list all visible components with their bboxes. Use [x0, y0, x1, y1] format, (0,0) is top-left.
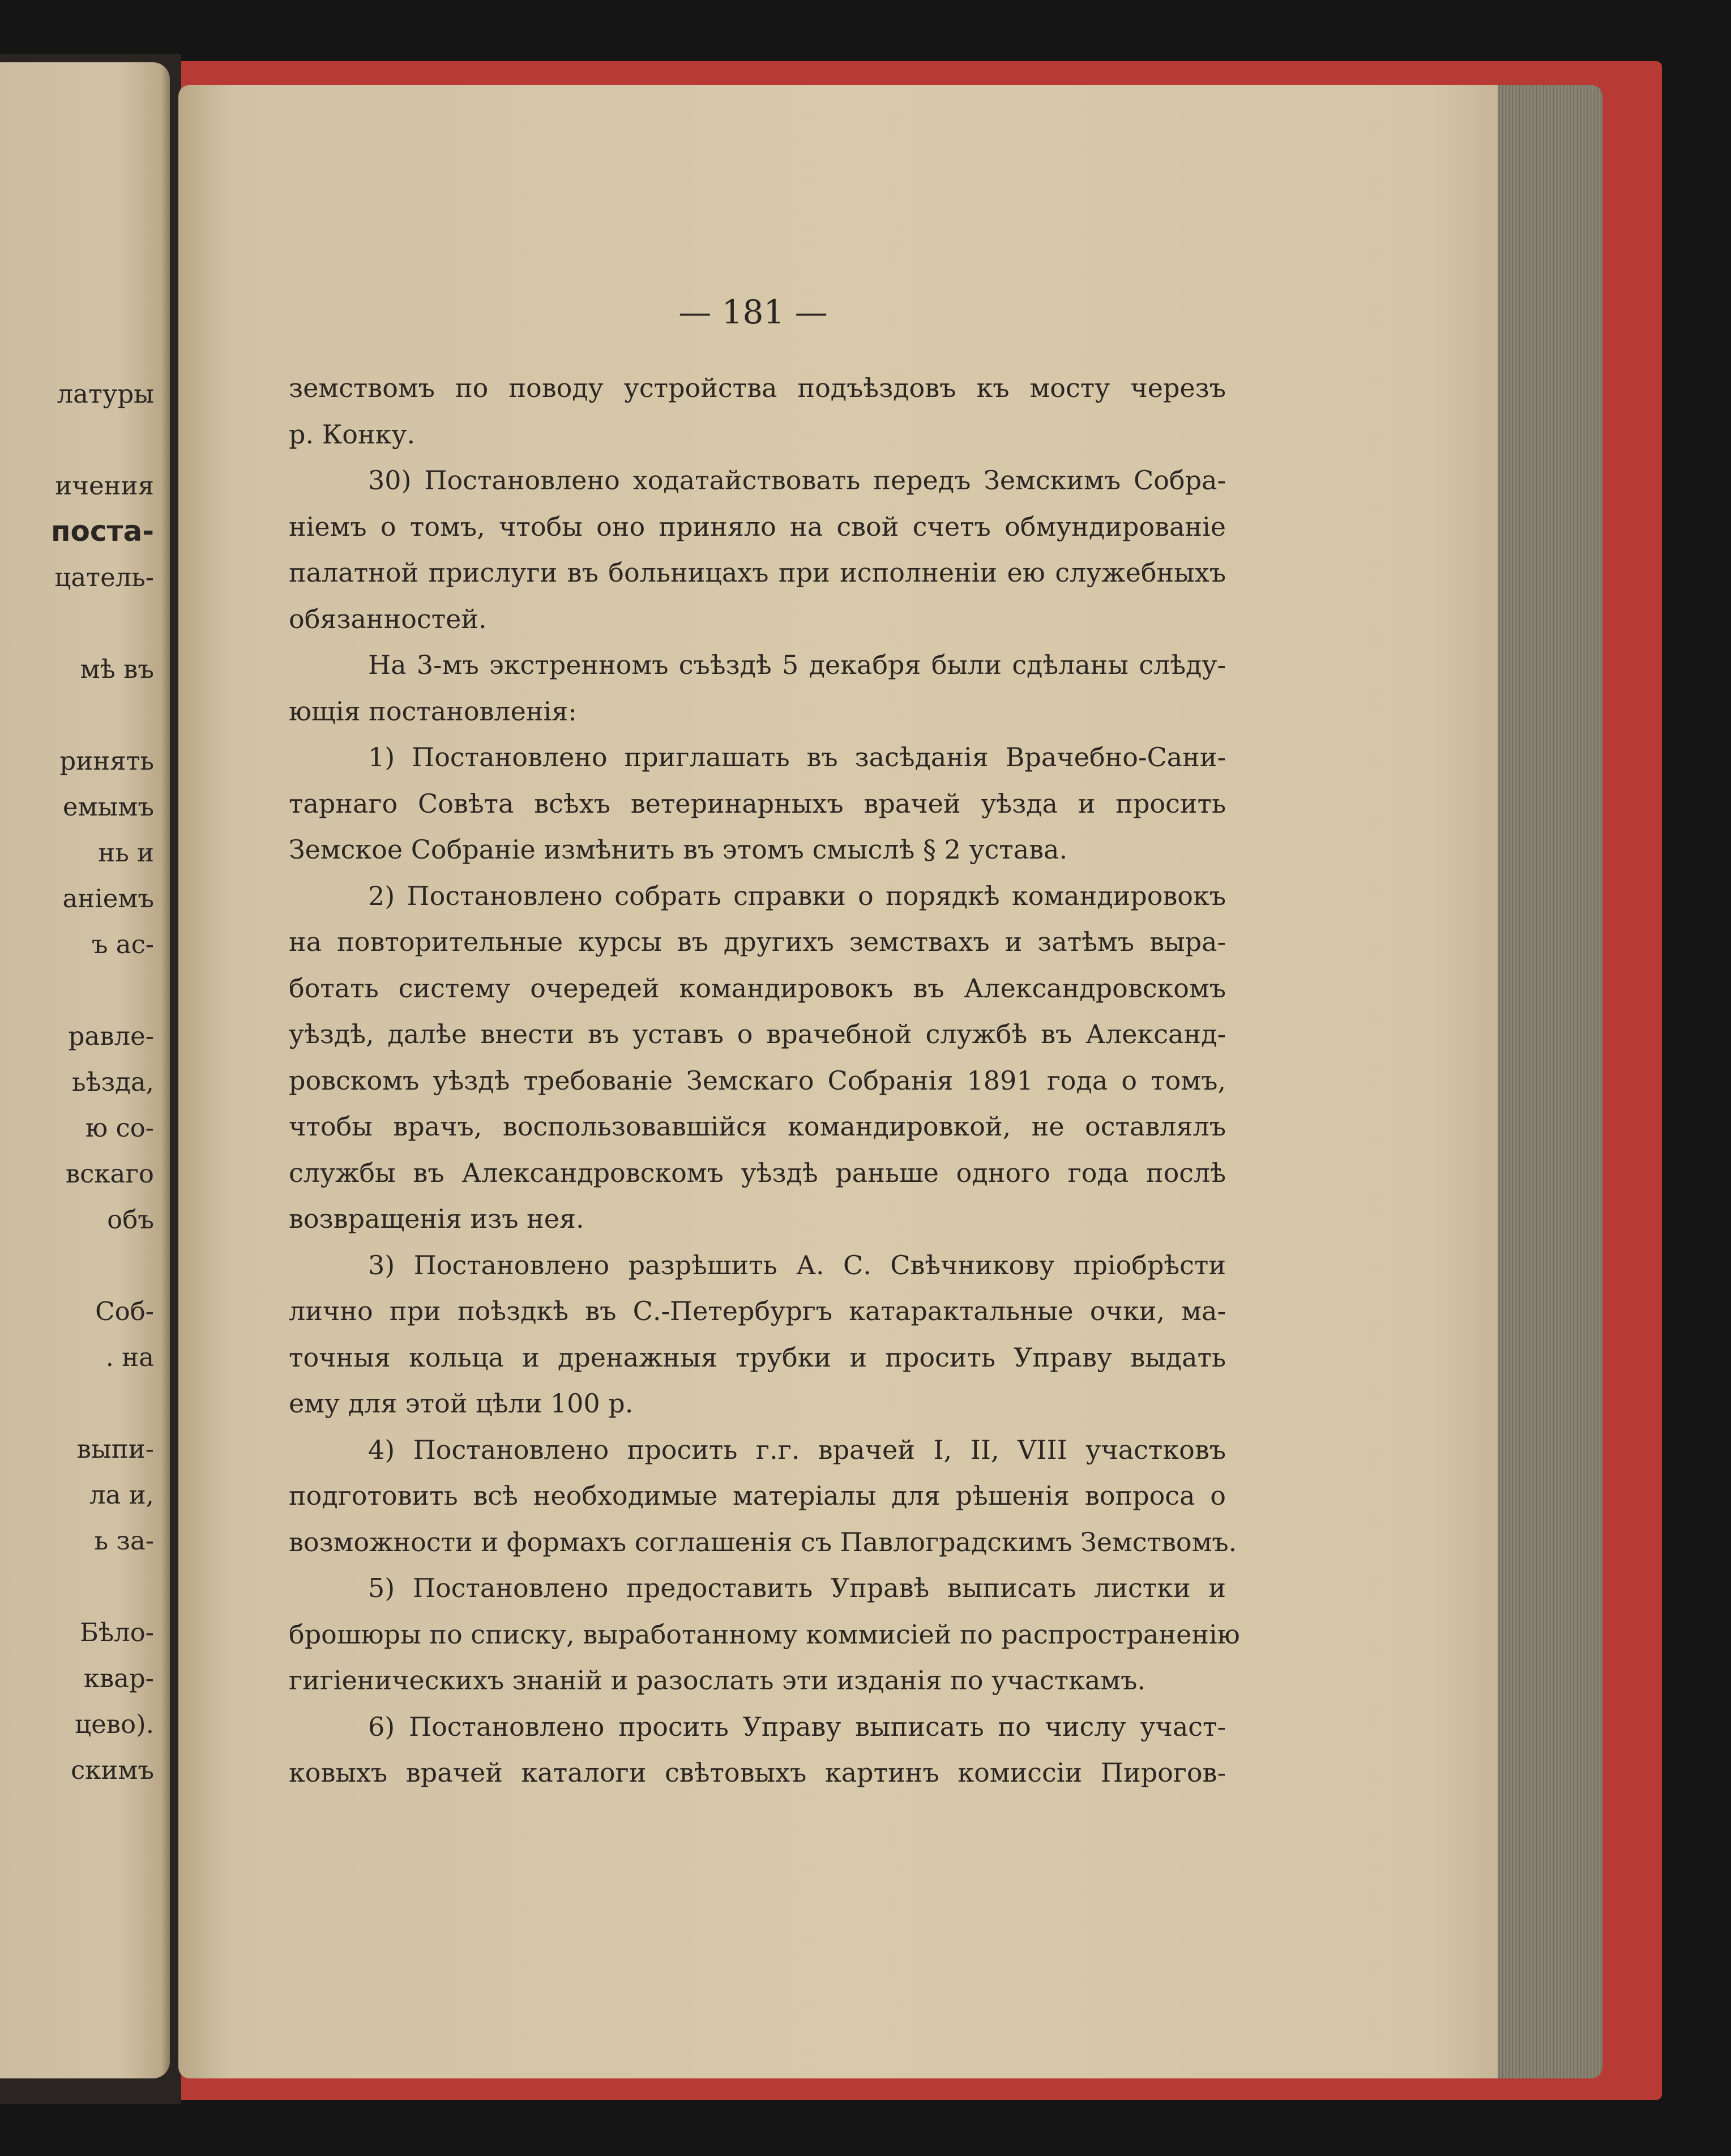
left-page-line: цево). [75, 1709, 154, 1739]
text-line: возможности и формахъ соглашенія съ Павлоградскимъ Земствомъ. [289, 1526, 1237, 1557]
left-page-line: объ [107, 1205, 154, 1235]
text-line: ботать систему очередей командировокъ въ Александровскомъ [289, 972, 1226, 1004]
left-page-line: Соб- [95, 1296, 154, 1326]
left-page-line [51, 1564, 154, 1609]
text-line: 4) Постановлено просить г.г. врачей I, II, VIII участковъ [368, 1434, 1226, 1465]
text-line: р. Конку. [289, 419, 416, 450]
text-line: ему для этой цѣли 100 р. [289, 1388, 634, 1419]
left-page-text [51, 371, 154, 1793]
left-page-line: ичения [55, 471, 154, 501]
text-line: ровскомъ уѣздѣ требованіе Земскаго Собранія 1891 года о томъ, [289, 1065, 1226, 1096]
text-line: ющія постановленія: [289, 695, 577, 727]
left-page-line: скимъ [71, 1755, 154, 1785]
text-line: точныя кольца и дренажныя трубки и просить Управу выдать [289, 1342, 1226, 1373]
left-page-line [51, 1243, 154, 1288]
text-line: На 3-мъ экстренномъ съѣздѣ 5 декабря были сдѣланы слѣду- [368, 650, 1226, 680]
text-line: службы въ Александровскомъ уѣздѣ раньше одного года послѣ [289, 1157, 1226, 1188]
left-page [0, 62, 170, 2078]
text-line: брошюры по списку, выработанному коммисіей по распространенію [289, 1619, 1240, 1650]
text-line: 6) Постановлено просить Управу выписать по числу участ- [368, 1711, 1226, 1742]
text-line: ковыхъ врачей каталоги свѣтовыхъ картинъ комиссіи Пирогов- [289, 1757, 1226, 1788]
text-line: 30) Постановлено ходатайствовать передъ Земскимъ Собра- [368, 465, 1226, 496]
left-page-line: ьѣзда, [71, 1067, 154, 1097]
text-line: возвращенія изъ нея. [289, 1203, 584, 1234]
text-line: 2) Постановлено собрать справки о порядкѣ командировокъ [368, 880, 1226, 911]
text-line: гигіеническихъ знаній и разослать эти изданія по участкамъ. [289, 1665, 1146, 1696]
left-page-line [51, 600, 154, 646]
left-page-line: нь и [98, 838, 154, 868]
left-page-line: Бѣло- [79, 1617, 154, 1647]
left-page-line: выпи- [76, 1434, 154, 1464]
left-page-line [51, 1380, 154, 1426]
left-page-line: мѣ въ [80, 654, 154, 684]
text-line: 3) Постановлено разрѣшить А. С. Свѣчникову пріобрѣсти [368, 1249, 1226, 1280]
left-page-line: аніемъ [62, 883, 154, 913]
text-line: 5) Постановлено предоставить Управѣ выписать листки и [368, 1573, 1226, 1603]
left-page-line: ринять [59, 746, 154, 776]
text-line: чтобы врачъ, воспользовавшійся командировкой, не оставлялъ [289, 1111, 1226, 1142]
text-line: земствомъ по поводу устройства подъѣздовъ къ мосту черезъ [289, 373, 1226, 403]
page-number: — 181 — [678, 293, 828, 331]
left-page-line: равле- [68, 1021, 154, 1051]
left-page-line [51, 417, 154, 463]
left-page-line: емымъ [62, 792, 154, 822]
left-page-line: латуры [57, 379, 154, 409]
text-line: ніемъ о томъ, чтобы оно приняло на свой счетъ обмундированіе [289, 511, 1226, 542]
text-line: Земское Собраніе измѣнить въ этомъ смыслѣ § 2 устава. [289, 834, 1068, 865]
text-line: 1) Постановлено приглашать въ засѣданія Врачебно-Сани- [368, 742, 1226, 772]
text-line: палатной прислуги въ больницахъ при исполненіи ею служебныхъ [289, 557, 1226, 588]
text-line: лично при поѣздкѣ въ С.-Петербургъ катарактальные очки, ма- [289, 1296, 1226, 1326]
text-line: подготовить всѣ необходимые матеріалы для рѣшенія вопроса о [289, 1480, 1226, 1511]
left-page-line: квар- [83, 1663, 154, 1693]
left-page-line: ла и, [89, 1480, 154, 1510]
left-page-line: ь за- [94, 1526, 154, 1556]
left-page-line: поста- [50, 515, 154, 548]
text-line: обязанностей. [289, 603, 487, 634]
left-page-line [51, 967, 154, 1013]
left-page-line: вскаго [65, 1159, 154, 1189]
left-page-line [51, 692, 154, 738]
text-line: на повторительные курсы въ другихъ земствахъ и затѣмъ выра- [289, 927, 1226, 957]
left-page-line: ъ ас- [91, 929, 154, 959]
page-body-text [289, 365, 1240, 1796]
text-line: уѣздѣ, далѣе внести въ уставъ о врачебной службѣ въ Александ- [289, 1019, 1226, 1049]
left-page-line: цатель- [54, 562, 154, 592]
left-page-line: ю со- [86, 1113, 154, 1143]
left-page-line: . на [105, 1342, 154, 1372]
text-line: тарнаго Совѣта всѣхъ ветеринарныхъ врачей уѣзда и просить [289, 788, 1226, 819]
